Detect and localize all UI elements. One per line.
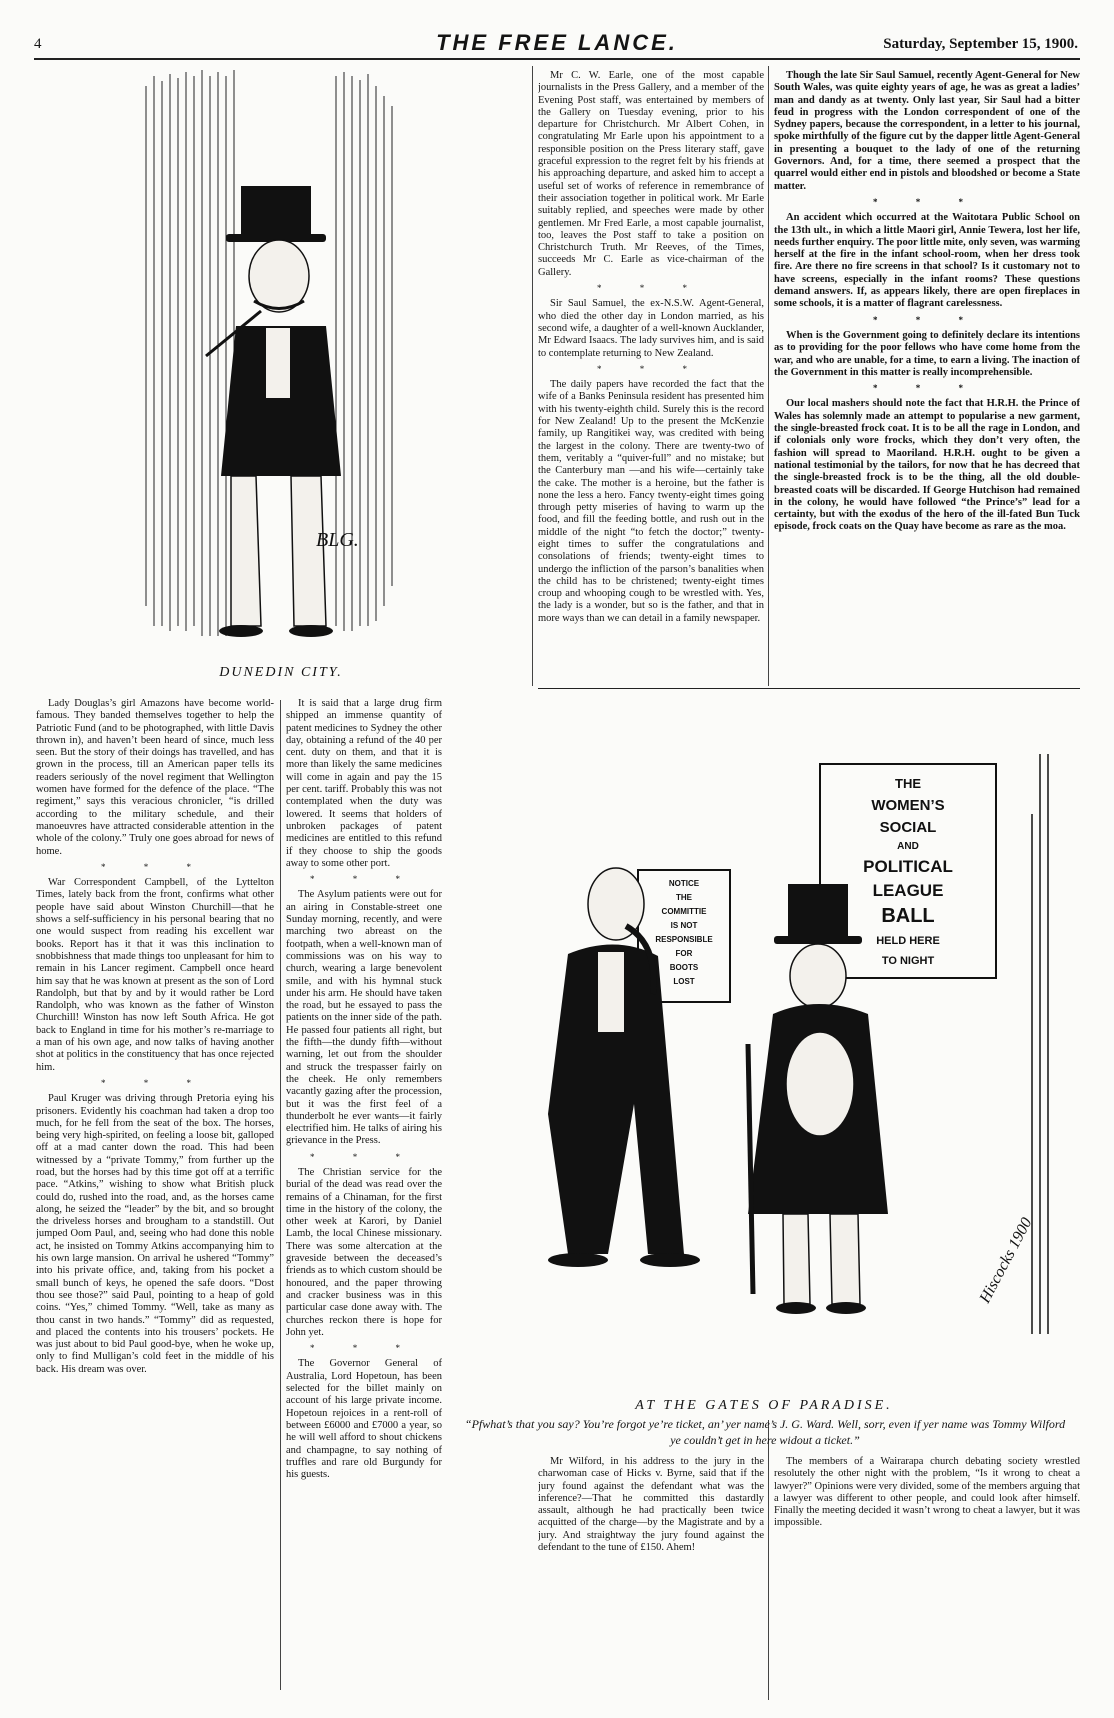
- ball-sign-line: HELD HERE: [876, 935, 940, 947]
- separator: * * *: [101, 1077, 209, 1088]
- ball-sign-line: LEAGUE: [872, 881, 944, 900]
- page-header: [0, 0, 1114, 64]
- separator: * * *: [101, 861, 209, 872]
- ball-sign-line: WOMEN’S: [871, 797, 945, 814]
- article-patent-medicines: It is said that a large drug firm shipped an immense quantity of patent medicines to Sydney the other day, obtaining a refund of the 40 per cent. duty on them, and that it is more than likely the same medicines will come in again and pay the 15 per cent. tariff. Probably this was not contemplated when the duty was lowered. It seems that holders of unbroken packages of patent medicines are entitled to this refund if they choose to ship the goods away to some other port.: [286, 698, 442, 869]
- notice-sign-line: THE: [676, 893, 692, 902]
- ball-sign-line: AND: [897, 841, 919, 852]
- column-3-bottom: [538, 1456, 764, 1696]
- header-rule: [34, 58, 1080, 60]
- gates-of-paradise-illustration: [448, 694, 1080, 1394]
- column-rule: [768, 66, 769, 686]
- column-4-bottom: [774, 1456, 1080, 1696]
- article-earle: Mr C. W. Earle, one of the most capable journalists in the Press Gallery, and a member of the Evening Post staff, was entertained by members of the Gallery on Tuesday evening, prior to his departure for Christchurch. Mr Albert Cohen, in congratulating Mr Earle upon his appointment to a responsible position on the Press literary staff, gave graceful expression to the regret felt by his friends at his approaching departure, and asked him to accept a useful set of works of reference in remembrance of their association together in political work. Mr Earle suitably replied, and speeches were made by other gentlemen. Mr Fred Earle, a most capable journalist, too, leaves the Post staff to take a position on Christchurch Truth. Mr Reeves, of the Times, succeeds Mr C. Earle as vice-chairman of the Gallery.: [538, 70, 764, 278]
- article-asylum: The Asylum patients were out for an airing in Constable-street one Sunday morning, recently, and were marching two abreast on the footpath, when a well-known man of commissions was on his way to church, wearing a large benevolent smile, and with his hymnal stuck under his arm. He should have taken the road, but he essayed to pass the patients on the inner side of the path. He passed four patients all right, but the fifth—the dundy fifth—without warning, let out from the shoulder and struck the trespasser fairly on the cheek. He only remembers vacantly gazing after the procession, but it was the first feel of a thunderbolt he ever wants—it fairly electrified him. He talks of airing his grievance in the Press.: [286, 889, 442, 1147]
- column-3-top: [538, 70, 764, 682]
- cartoon1-caption: DUNEDIN CITY.: [219, 665, 343, 680]
- top-hat-icon: [788, 884, 848, 940]
- article-chinese-burial: The Christian service for the burial of the dead was read over the remains of a Chinaman, for the first time in the history of the colony, the other week at Karori, by Daniel Lamb, the local Chinese missionary. There was some altercation at the graveside between the deceased’s friends as to which custom should be honoured, and the paper throwing and cracker business was in this particular case done away with. The churches reckon there is hope for John yet.: [286, 1166, 442, 1338]
- article-wairarapa-debate: The members of a Wairarapa church debating society wrestled resolutely the other night with the problem, “Is it wrong to cheat a lawyer?” Opinions were very divided, some of the members arguing that a lawyer was different to other people, and could look after himself. Finally the meeting decided it wasn’t wrong to cheat a lawyer, but it was impossible.: [774, 1456, 1080, 1529]
- ball-sign-line: SOCIAL: [879, 819, 937, 836]
- cartoon-dunedin-city: [36, 66, 526, 682]
- dunedin-city-illustration: [36, 66, 526, 682]
- article-frock-coat: Our local mashers should note the fact that H.R.H. the Prince of Wales has solemnly made an attempt to popularise a new garment, the single-breasted frock coat. It is to be all the rage in London, and if colonials only wore frocks, which they don’t very often, the fashion will spread to Maoriland. H.R.H. ought to be given a national testimonial by the tailors, for now that he has decreed that the single-breasted frock is to be the thing, all the old double-breasted coats will be discarded. If George Hutchison had remained in the colony, he would have followed “the Prince’s” lead for a certainty, but with the exodus of the hero of the ill-fated Bun Tuck episode, frock coats on the Quay have become as rare as the moa.: [774, 398, 1080, 533]
- article-saul-feud: Though the late Sir Saul Samuel, recently Agent-General for New South Wales, was quite eighty years of age, he was as great a ladies’ man and dandy as at twenty. Only last year, Sir Saul had a bitter feud in progress with the London correspondent of one of the Sydney papers, because the correspondent, in a letter to his journal, spoke mirthfully of the figure cut by the dapper little Agent-General in presenting a bouquet to the lady of one of the returning Governors. And, for a time, there seemed a prospect that the quarrel would either end in pistols and bloodshed or become a State matter.: [774, 70, 1080, 192]
- section-rule: [538, 688, 1080, 689]
- cartoon2-title: AT THE GATES OF PARADISE.: [635, 1398, 893, 1413]
- cartoon2-caption: “Pfwhat’s that you say? You’re forgot ye’re ticket, an’ yer name’s J. G. Ward. Well, sorr, even if yer name was Tommy Wilford ye couldn’t get in here widout a ticket.”: [464, 1417, 1066, 1447]
- notice-sign-line: COMMITTIE: [661, 907, 707, 916]
- column-2: [286, 698, 442, 1698]
- ball-sign-line: BALL: [881, 905, 935, 927]
- separator: * * *: [597, 363, 705, 374]
- notice-sign-line: NOTICE: [668, 879, 700, 888]
- separator: * * *: [310, 1151, 418, 1162]
- separator: * * *: [873, 314, 981, 325]
- ball-sign-line: TO NIGHT: [881, 955, 935, 967]
- cartoon1-signature: BLG.: [316, 529, 359, 551]
- column-rule: [768, 1420, 769, 1700]
- notice-sign-line: BOOTS: [669, 963, 699, 972]
- separator: * * *: [310, 874, 418, 885]
- ball-sign-line: THE: [895, 776, 921, 791]
- article-churchill: War Correspondent Campbell, of the Lyttelton Times, lately back from the front, confirms what other people have said about Winston Churchill—that he shows a self-sufficiency in his personal bearing that no one would suspect from reading his excellent war books. Report has it that it was this inclination to snobbishness that made things too unpleasant for him to remain in his Lancer regiment. Campbell once heard him say that he was known at present as the son of Lord Randolph, but that by and by it would rather be Lord Randolph, who was known as the father of Winston Churchill! Winston has now left South Africa. He got back to England in time for his mother’s re-marriage to a man of his own age, and now talks of having another shot at politics in the constituency that has once rejected him.: [36, 877, 274, 1073]
- dateline: Saturday, September 15, 1900.: [883, 36, 1078, 52]
- notice-sign-line: LOST: [673, 977, 695, 986]
- masthead: THE FREE LANCE.: [436, 30, 678, 55]
- column-1: [36, 698, 274, 1698]
- separator: * * *: [873, 196, 981, 207]
- article-wilford: Mr Wilford, in his address to the jury in the charwoman case of Hicks v. Byrne, said that if the jury found against the defendant what was the inference?—That he committed this dastardly assault, although he had practically been twice acquitted of the charge—by the Magistrate and by a jury. And straightway the jury found against the defendant to the tune of £150. Ahem!: [538, 1456, 764, 1554]
- article-amazons: Lady Douglas’s girl Amazons have become world-famous. They banded themselves together to help the Patriotic Fund (and to be photographed, with little Davis thrown in), and haven’t been heard of since, much less seen. But the story of their doings has travelled, and has grown in the process, till an American paper tells its readers seriously of the novel regiment that Wellington women have formed for the defence of the place. “The regiment,” says this veracious chronicler, “is drilled according to the military schedule, and their manoeuvres have attracted considerable attention in the whole of the colony.” Truly one goes abroad for news of home.: [36, 698, 274, 857]
- column-rule: [280, 700, 281, 1690]
- separator: * * *: [597, 283, 705, 294]
- notice-sign-line: RESPONSIBLE: [655, 935, 713, 944]
- separator: * * *: [310, 1343, 418, 1354]
- column-4-top: [774, 70, 1080, 682]
- column-rule: [532, 66, 533, 686]
- article-kruger: Paul Kruger was driving through Pretoria eying his prisoners. Evidently his coachman had taken a drop too much, for he fell from the seat of the box. The horses, being very high-spirited, on feeling a loose bit, galloped off at a mad canter down the road. This had been witnessed by a “private Tommy,” from further up the road, but the horses had by this time got off at a terrific pace. “Atkins,” wishing to show what British pluck could do, rushed into the road, and, as the horses came along, he seized the “leader” by the bit, and so brought the driveless horses and brougham to a standstill. Out jumped Oom Paul, and, seeing who had done this noble act, he insisted on Tommy Atkins accompanying him to his own large mansion. On arrival he ushered “Tommy” into his private office, and, taking from his pocket a small bunch of keys, he opened the safe doors. “Dost thou see those?” said Paul, pointing to a heap of gold coins. “Yes,” chimed Tommy. “Well, take as many as thou canst in two hands.” “Tommy” did as requested, and placed the contents into his trousers’ pockets. He was just about to bid Paul good-bye, when he woke up, only to find Mulligan’s cold feet in the middle of his back. His dream was over.: [36, 1093, 274, 1375]
- article-hopetoun: The Governor General of Australia, Lord Hopetoun, has been selected for the billet mainly on account of his large private income. Hopetoun rejoices in a rent-roll of between £6000 and £7000 a year, so he will well afford to shout chickens and champagne, to say nothing of truffles and rare old Burgundy for his guests.: [286, 1358, 442, 1481]
- cartoon-gates-of-paradise: [448, 694, 1080, 1394]
- article-twenty-eighth-child: The daily papers have recorded the fact that the wife of a Banks Peninsula resident has presented him with his twenty-eighth child. Surely this is the record for New Zealand! Up to the present the McKenzie family, up Rangitikei way, was credited with being the largest in the colony. There are twenty-two of them, veritably a “quiver-full” and no mistake; but the Canterbury man —and his wife—certainly take the cake. The mother is a heroine, but the father is none the less a hero. Fancy twenty-eight times going through petty miseries of having to warm up the food, and fill the feeding bottle, and rush out in the middle of the night “to fetch the doctor;” twenty-eight times to suffer the congratulations and consolations of friends; twenty-eight times to undergo the infliction of the parson’s banalities when the child has to be christened; twenty-eight times croup and whooping cough to be wrestled with. Yes, the lady is a wonder, but so is the father, and that in more ways than we can detail in a family newspaper.: [538, 379, 764, 624]
- page-number: 4: [34, 36, 42, 52]
- top-hat-icon: [241, 186, 311, 238]
- article-government-war: When is the Government going to definitely declare its intentions as to providing for the poor fellows who have come home from the war, and who are unable, for a time, to earn a living. The inaction of the Government in this matter is really incomprehensible.: [774, 329, 1080, 378]
- article-waitotara-accident: An accident which occurred at the Waitotara Public School on the 13th ult., in which a little Maori girl, Annie Tewera, lost her life, needs further enquiry. The poor little mite, only seven, was warming herself at the fire in the infant school-room, when her dress took fire. Are there no fire screens in that school? Is it customary not to have screens, especially in the infant rooms? These questions demand answers. If, as appears likely, there are open fireplaces in some schools, it is a matter of flagrant carelessness.: [774, 212, 1080, 310]
- notice-sign-line: IS NOT: [670, 921, 698, 930]
- ball-sign-line: POLITICAL: [863, 857, 953, 876]
- cartoon2-signature: Hiscocks 1900: [976, 1215, 1036, 1306]
- notice-sign-line: FOR: [675, 949, 693, 958]
- article-saul-samuel: Sir Saul Samuel, the ex-N.S.W. Agent-General, who died the other day in London married, as his second wife, a daughter of a well-known Aucklander, Mr Edward Isaacs. The lady survives him, and is said to contemplate returning to New Zealand.: [538, 298, 764, 359]
- separator: * * *: [873, 383, 981, 394]
